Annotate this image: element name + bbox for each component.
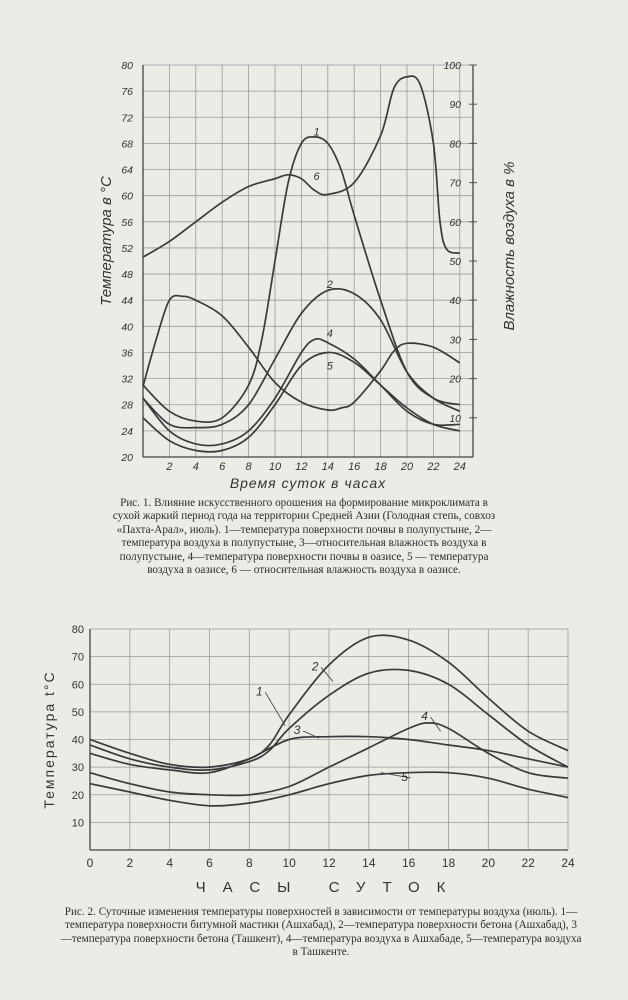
- fig1-series-2-label: 2: [326, 278, 333, 291]
- fig1-ytick-label: 56: [121, 216, 133, 229]
- fig1-y2tick-label: 90: [449, 99, 461, 112]
- fig1-ytick-label: 76: [121, 86, 133, 99]
- fig1-series-5-label: 5: [326, 360, 333, 373]
- fig1-y2tick-label: 40: [449, 295, 461, 308]
- fig2-ytick-label: 40: [71, 734, 84, 747]
- figure-1-caption-lead: Рис. 1.: [120, 497, 152, 509]
- figure-2-caption-text: Суточные изменения температуры поверхностей в зависимости от температуры воздуха (июль). 1—температура поверхности битумной мастики (Ашхабад), 2—температура поверхности бетона (Ашхабад), 3—температура поверхности бетона (Ташкент), 4—температура воздуха в Ашхабаде, 5—температура воздуха в Ташкенте.: [60, 906, 582, 959]
- fig1-ytick-label: 32: [121, 373, 133, 386]
- fig2-series-2-leader: [321, 667, 333, 681]
- fig2-xtick-label: 6: [206, 856, 213, 870]
- fig1-ytick-label: 52: [121, 242, 133, 255]
- fig1-xtick-label: 24: [453, 461, 466, 473]
- fig1-ytick-label: 80: [121, 60, 133, 72]
- fig1-ytick-label: 36: [121, 347, 133, 360]
- fig1-xtick-label: 4: [192, 461, 199, 473]
- fig2-series-2-label: 2: [311, 659, 319, 674]
- fig1-xtick-label: 14: [321, 461, 334, 473]
- fig2-y-axis-label: Температура t°С: [41, 670, 57, 809]
- fig1-ytick-label: 48: [121, 269, 133, 282]
- fig2-xtick-label: 14: [362, 856, 376, 870]
- fig2-ytick-label: 20: [71, 789, 84, 802]
- fig2-xtick-label: 2: [126, 856, 134, 870]
- fig1-xtick-label: 2: [166, 461, 173, 473]
- fig2-xtick-label: 18: [441, 856, 456, 870]
- fig2-xtick-label: 4: [166, 856, 174, 870]
- fig1-xtick-label: 18: [374, 461, 387, 473]
- fig1-series-6-label: 6: [313, 171, 320, 184]
- fig2-series-1-leader: [265, 692, 285, 725]
- fig1-x-axis-label: Время суток в часах: [229, 475, 387, 491]
- fig2-xtick-label: 16: [401, 856, 416, 870]
- fig1-xtick-label: 10: [268, 461, 282, 473]
- fig1-ytick-label: 20: [121, 452, 133, 464]
- fig2-xtick-label: 0: [86, 856, 94, 870]
- fig1-series-4-label: 4: [326, 327, 333, 340]
- fig1-xtick-label: 16: [348, 461, 361, 473]
- fig2-ytick-label: 10: [71, 817, 84, 830]
- fig1-ytick-label: 60: [121, 190, 133, 203]
- fig2-xtick-label: 20: [481, 856, 496, 870]
- fig2-series-1-label: 1: [255, 684, 263, 699]
- fig2-xtick-label: 24: [561, 856, 575, 870]
- figure-1-caption: [106, 497, 502, 577]
- fig1-ytick-label: 72: [121, 112, 133, 125]
- fig1-ytick-label: 24: [121, 425, 133, 438]
- fig1-y2tick-label: 70: [449, 177, 461, 190]
- figure-1-caption-text: Влияние искусственного орошения на формирование микроклимата в сухой жаркий период года на территории Средней Азии (Голодная степь, совхоз «Пахта-Арал», июль). 1—температура поверхности почвы в полупустыне, 2—температура воздуха в полупустыне, 3—относительная влажность воздуха в полупустыне, 4—температура поверхности почвы в оазисе, 5 — температура воздуха в оазисе, 6 — относительная влажность воздуха в оазисе.: [112, 497, 496, 577]
- fig2-ytick-label: 80: [71, 624, 84, 636]
- fig1-y2tick-label: 100: [443, 60, 461, 72]
- fig1-xtick-label: 20: [400, 461, 414, 473]
- fig1-xtick-label: 12: [295, 461, 308, 473]
- fig2-ytick-label: 30: [71, 762, 84, 775]
- fig1-xtick-label: 6: [219, 461, 226, 473]
- fig2-series-5-label: 5: [401, 769, 409, 784]
- fig2-xtick-label: 10: [282, 856, 296, 870]
- fig2-ytick-label: 60: [71, 679, 84, 692]
- figure-2-caption: [60, 906, 582, 960]
- fig1-ytick-label: 44: [121, 295, 133, 308]
- fig2-ytick-label: 50: [71, 706, 84, 719]
- figure-2-chart: [0, 605, 628, 905]
- fig2-x-axis-label: ЧАСЫ СУТОК: [195, 879, 463, 896]
- fig1-y2tick-label: 60: [449, 216, 461, 229]
- figure-2-caption-lead: Рис. 2.: [64, 906, 96, 918]
- fig2-series-3-label: 3: [293, 722, 301, 737]
- fig1-series-1-label: 1: [313, 126, 320, 139]
- fig1-ytick-label: 68: [121, 138, 133, 151]
- fig2-xtick-label: 8: [245, 856, 253, 870]
- fig1-y2tick-label: 50: [449, 256, 461, 268]
- fig2-xtick-label: 22: [521, 856, 535, 870]
- fig1-y2tick-label: 30: [449, 334, 461, 347]
- fig1-y2tick-label: 80: [449, 138, 461, 151]
- fig1-y2tick-label: 20: [449, 373, 461, 386]
- fig1-ytick-label: 28: [121, 399, 133, 412]
- fig2-series-4-label: 4: [421, 709, 428, 724]
- fig1-ytick-label: 64: [121, 164, 133, 177]
- fig2-ytick-label: 70: [71, 651, 84, 664]
- fig1-y2tick-label: 10: [449, 412, 461, 425]
- fig1-xtick-label: 22: [427, 461, 440, 473]
- fig1-xtick-label: 8: [245, 461, 252, 473]
- fig2-xtick-label: 12: [322, 856, 336, 870]
- fig1-y-axis-label: Температура в °С: [98, 176, 115, 306]
- fig1-y2-axis-label: Влажность воздуха в %: [501, 161, 518, 331]
- fig1-ytick-label: 40: [121, 321, 133, 334]
